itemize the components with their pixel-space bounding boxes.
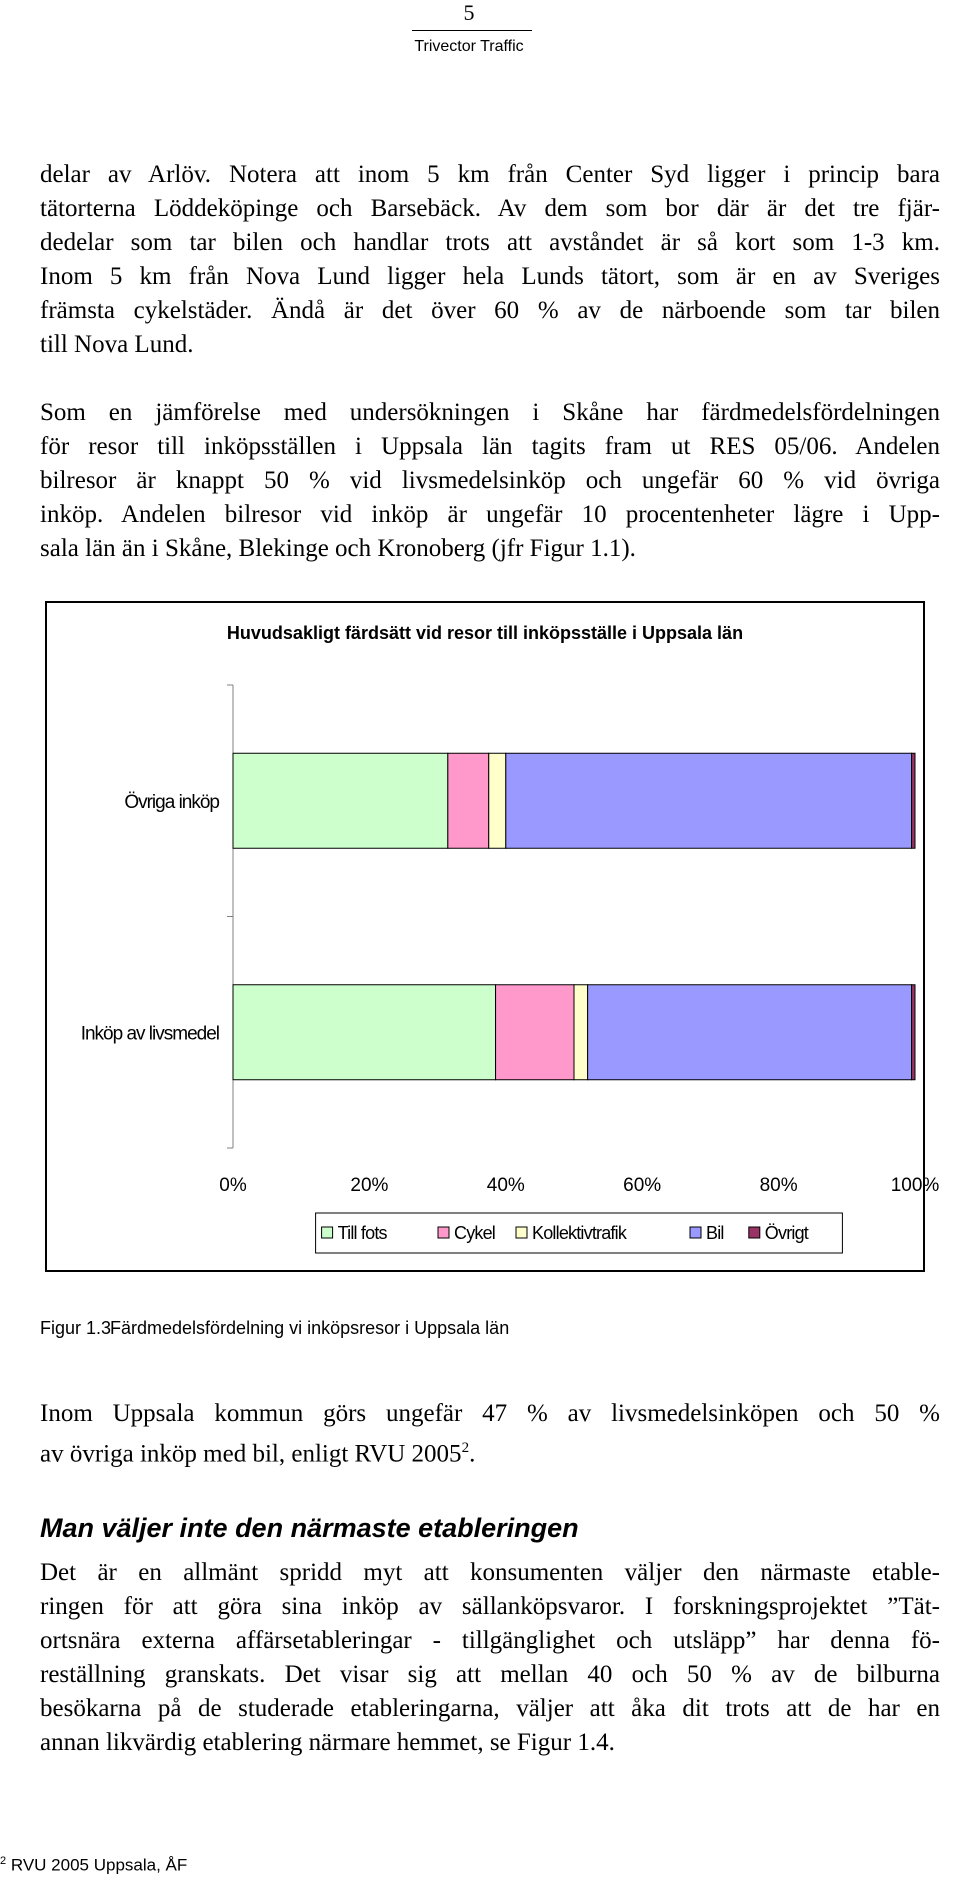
paragraph-line: besökarna på de studerade etableringarna, väljer att åka dit trots att de har en	[40, 1695, 940, 1722]
section-heading: Man väljer inte den närmaste etableringen	[40, 1513, 579, 1543]
bar-segment	[489, 753, 506, 848]
legend-label: Kollektivtrafik	[532, 1223, 627, 1243]
paragraph-line: till Nova Lund.	[40, 331, 194, 358]
x-tick-label: 100%	[890, 1175, 940, 1196]
bar-segment	[496, 985, 574, 1080]
paragraph-text: .	[469, 1440, 476, 1468]
paragraph-text: av övriga inköp med bil, enligt RVU 2005	[40, 1440, 462, 1468]
paragraph-line: Som en jämförelse med undersökningen i Skåne har färdmedelsfördelningen	[40, 399, 940, 426]
chart-frame	[45, 601, 940, 1272]
paragraph-line: främsta cykelstäder. Ändå är det över 60 % av de närboende som tar bilen	[40, 297, 940, 324]
bar-segment	[912, 985, 915, 1080]
stacked-bar-chart	[47, 603, 940, 1270]
paragraph-line	[40, 1431, 940, 1471]
x-tick-label: 80%	[759, 1175, 798, 1196]
legend-swatch	[749, 1227, 760, 1238]
legend-label: Cykel	[454, 1223, 496, 1243]
paragraph-line: sala län än i Skåne, Blekinge och Kronoberg (jfr Figur 1.1).	[40, 535, 636, 562]
figure-caption: Färdmedelsfördelning vi inköpsresor i Uppsala län	[110, 1318, 510, 1338]
paragraph-line: reställning granskats. Det visar sig att mellan 40 och 50 % av de bilburna	[40, 1661, 940, 1688]
paragraph-4	[40, 1556, 940, 1760]
paragraph-2	[40, 396, 940, 566]
legend-swatch	[438, 1227, 449, 1238]
footnote-marker: 2	[0, 1855, 7, 1867]
footnote-text: RVU 2005 Uppsala, ÅF	[10, 1855, 188, 1875]
bar-segment	[448, 753, 489, 848]
page-number: 5	[463, 0, 475, 25]
paragraph-line: ringen för att göra sina inköp av sällanköpsvaror. I forskningsprojektet ”Tät-	[40, 1593, 940, 1620]
paragraph-line: dedelar som tar bilen och handlar trots att avståndet är så kort som 1-3 km.	[40, 229, 940, 256]
bar-segment	[588, 985, 912, 1080]
paragraph-line: för resor till inköpsställen i Uppsala län tagits fram ut RES 05/06. Andelen	[40, 433, 940, 460]
legend-label: Bil	[706, 1223, 724, 1243]
x-tick-label: 40%	[486, 1175, 525, 1196]
paragraph-line: tätorterna Löddeköpinge och Barsebäck. Av dem som bor där är det tre fjär-	[40, 195, 940, 222]
bar-segment	[912, 753, 915, 848]
paragraph-line: inköp. Andelen bilresor vid inköp är ungefär 10 procentenheter lägre i Upp-	[40, 501, 940, 528]
paragraph-3	[40, 1397, 940, 1471]
paragraph-line: delar av Arlöv. Notera att inom 5 km från Center Syd ligger i princip bara	[40, 161, 940, 188]
paragraph-line: ortsnära externa affärsetableringar - tillgänglighet och utsläpp” har denna fö-	[40, 1627, 940, 1654]
paragraph-line: Inom Uppsala kommun görs ungefär 47 % av livsmedelsinköpen och 50 %	[40, 1400, 940, 1427]
bar-segment	[233, 985, 496, 1080]
category-label: Inköp av livsmedel	[80, 1023, 219, 1045]
figure-label: Figur 1.3	[40, 1318, 112, 1338]
chart-title: Huvudsakligt färdsätt vid resor till inköpsställe i Uppsala län	[226, 623, 744, 643]
header-divider	[412, 30, 532, 31]
paragraph-line: annan likvärdig etablering närmare hemmet, se Figur 1.4.	[40, 1729, 615, 1756]
legend-label: Övrigt	[764, 1223, 809, 1243]
paragraph-line: Inom 5 km från Nova Lund ligger hela Lunds tätort, som är en av Sveriges	[40, 263, 940, 290]
x-tick-label: 60%	[623, 1175, 662, 1196]
header-organization: Trivector Traffic	[414, 38, 524, 55]
legend-swatch	[516, 1227, 527, 1238]
bar-segment	[506, 753, 912, 848]
x-tick-label: 0%	[219, 1175, 247, 1196]
legend-swatch	[322, 1227, 333, 1238]
paragraph-line: Det är en allmänt spridd myt att konsumenten väljer den närmaste etable-	[40, 1559, 940, 1586]
x-tick-label: 20%	[350, 1175, 389, 1196]
bar-segment	[574, 985, 588, 1080]
footnote	[0, 1855, 187, 1876]
bar-segment	[233, 753, 448, 848]
paragraph-line: bilresor är knappt 50 % vid livsmedelsinköp och ungefär 60 % vid övriga	[40, 467, 940, 494]
category-label: Övriga inköp	[124, 791, 219, 813]
paragraph-1	[40, 158, 940, 362]
legend-label: Till fots	[337, 1223, 387, 1243]
footnote-reference: 2	[461, 1440, 470, 1456]
legend-swatch	[690, 1227, 701, 1238]
